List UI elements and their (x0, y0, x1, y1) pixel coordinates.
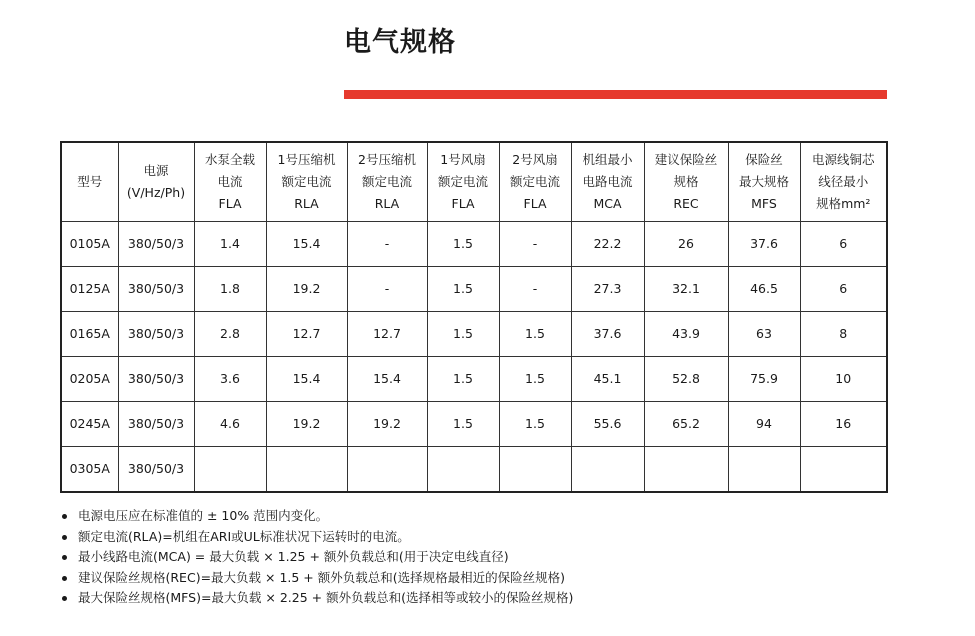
column-header-line: 型号 (77, 174, 103, 189)
note-text: 最小线路电流(MCA) = 最大负载 × 1.25 + 额外负载总和(用于决定电线直径) (78, 549, 509, 564)
table-cell: 32.1 (644, 267, 728, 312)
table-cell (728, 447, 800, 493)
table-cell: 37.6 (728, 222, 800, 267)
table-cell: 380/50/3 (118, 357, 194, 402)
table-cell: 10 (800, 357, 887, 402)
table-row (61, 267, 887, 312)
note-item (60, 527, 573, 548)
table-cell: 1.4 (194, 222, 266, 267)
model-cell: 0125A (61, 267, 118, 312)
column-header-line: 电源 (143, 163, 169, 178)
table-cell: 15.4 (347, 357, 427, 402)
model-cell: 0105A (61, 222, 118, 267)
column-header-line: 额定电流 (361, 174, 412, 189)
column-header (499, 142, 571, 222)
table-header-row (61, 142, 887, 222)
bullet-icon (62, 535, 67, 540)
column-header-line: 最大规格 (738, 174, 789, 189)
table-cell: 1.5 (427, 357, 499, 402)
column-header-line: 线径最小 (818, 174, 869, 189)
bullet-icon (62, 555, 67, 560)
note-item (60, 506, 573, 527)
table-cell: - (499, 222, 571, 267)
column-header-line: 额定电流 (437, 174, 488, 189)
table-cell: 2.8 (194, 312, 266, 357)
column-header (800, 142, 887, 222)
column-header-line: REC (673, 196, 699, 211)
table-cell: 1.8 (194, 267, 266, 312)
column-header-line: 2号压缩机 (358, 152, 416, 167)
table-cell: 19.2 (266, 402, 347, 447)
title-accent-bar (344, 90, 887, 99)
table-cell: 26 (644, 222, 728, 267)
table-cell: 63 (728, 312, 800, 357)
table-row (61, 222, 887, 267)
table-cell: 1.5 (427, 312, 499, 357)
column-header-line: 机组最小 (582, 152, 633, 167)
notes-list (60, 506, 573, 609)
table-cell: 1.5 (427, 267, 499, 312)
column-header (728, 142, 800, 222)
model-cell: 0165A (61, 312, 118, 357)
table-cell: 6 (800, 222, 887, 267)
column-header-line: RLA (374, 196, 400, 211)
table-cell: 46.5 (728, 267, 800, 312)
column-header-line: 电源线铜芯 (811, 152, 875, 167)
note-text: 建议保险丝规格(REC)=最大负载 × 1.5 + 额外负载总和(选择规格最相近的保险丝规格) (78, 569, 566, 585)
table-cell: 6 (800, 267, 887, 312)
table-cell: 12.7 (266, 312, 347, 357)
column-header-line: (V/Hz/Ph) (126, 185, 186, 200)
table-cell (194, 447, 266, 493)
table-cell: 380/50/3 (118, 312, 194, 357)
column-header-line: 保险丝 (745, 152, 783, 167)
note-text: 电源电压应在标准值的 ± 10% 范围内变化。 (78, 508, 329, 523)
column-header-line: MFS (751, 196, 777, 211)
column-header (644, 142, 728, 222)
note-text: 最大保险丝规格(MFS)=最大负载 × 2.25 + 额外负载总和(选择相等或较小的保险丝规格) (78, 590, 574, 605)
table-row (61, 312, 887, 357)
page-title: 电气规格 (344, 27, 456, 58)
note-item (60, 547, 573, 568)
column-header-line: 1号风扇 (440, 152, 486, 167)
table-cell: 27.3 (571, 267, 644, 312)
column-header-line: 电路电流 (582, 174, 633, 189)
column-header-line: RLA (294, 196, 319, 211)
bullet-icon (62, 596, 67, 601)
table-cell: - (347, 267, 427, 312)
column-header-line: 1号压缩机 (277, 152, 336, 167)
table-cell: - (347, 222, 427, 267)
column-header-line: 额定电流 (509, 174, 560, 189)
table-cell (644, 447, 728, 493)
table-cell (571, 447, 644, 493)
column-header-line: 规格mm² (816, 196, 871, 211)
column-header (347, 142, 427, 222)
table-cell: 1.5 (427, 402, 499, 447)
table-cell: 45.1 (571, 357, 644, 402)
bullet-icon (62, 576, 67, 581)
table-cell: 37.6 (571, 312, 644, 357)
table-row (61, 447, 887, 493)
table-cell: 12.7 (347, 312, 427, 357)
table-cell: 380/50/3 (118, 267, 194, 312)
table-cell: 1.5 (499, 312, 571, 357)
model-cell: 0245A (61, 402, 118, 447)
table-cell: 8 (800, 312, 887, 357)
column-header-line: FLA (451, 196, 475, 211)
table-cell: 380/50/3 (118, 402, 194, 447)
electrical-spec-table (60, 141, 888, 493)
bullet-icon (62, 514, 67, 519)
column-header-line: 电流 (217, 174, 243, 189)
table-cell: 55.6 (571, 402, 644, 447)
column-header (194, 142, 266, 222)
table-cell: 19.2 (347, 402, 427, 447)
table-row (61, 402, 887, 447)
table-cell: 380/50/3 (118, 447, 194, 493)
table-cell: 75.9 (728, 357, 800, 402)
table-cell: 1.5 (499, 402, 571, 447)
table-cell (499, 447, 571, 493)
column-header-line: 水泵全载 (204, 152, 255, 167)
column-header-line: MCA (593, 196, 622, 211)
note-item (60, 588, 573, 609)
column-header (571, 142, 644, 222)
table-cell (347, 447, 427, 493)
table-cell (427, 447, 499, 493)
column-header (427, 142, 499, 222)
model-cell: 0205A (61, 357, 118, 402)
table-cell: 3.6 (194, 357, 266, 402)
column-header-line: FLA (218, 196, 242, 211)
table-cell: 4.6 (194, 402, 266, 447)
column-header-line: 规格 (673, 174, 699, 189)
table-cell: - (499, 267, 571, 312)
note-text: 额定电流(RLA)=机组在ARI或UL标准状况下运转时的电流。 (78, 528, 410, 544)
column-header (118, 142, 194, 222)
column-header-line: FLA (523, 196, 547, 211)
table-cell: 380/50/3 (118, 222, 194, 267)
table-cell: 15.4 (266, 357, 347, 402)
column-header-line: 建议保险丝 (654, 152, 718, 167)
note-item (60, 568, 573, 589)
table-cell (266, 447, 347, 493)
table-cell: 65.2 (644, 402, 728, 447)
table-cell: 94 (728, 402, 800, 447)
table-cell: 15.4 (266, 222, 347, 267)
table-row (61, 357, 887, 402)
column-header (266, 142, 347, 222)
column-header-line: 额定电流 (281, 174, 332, 189)
table-cell (800, 447, 887, 493)
table-cell: 16 (800, 402, 887, 447)
table-cell: 52.8 (644, 357, 728, 402)
model-cell: 0305A (61, 447, 118, 493)
table-cell: 22.2 (571, 222, 644, 267)
table-cell: 1.5 (499, 357, 571, 402)
table-cell: 19.2 (266, 267, 347, 312)
table-cell: 1.5 (427, 222, 499, 267)
column-header (61, 142, 118, 222)
column-header-line: 2号风扇 (512, 152, 558, 167)
table-cell: 43.9 (644, 312, 728, 357)
